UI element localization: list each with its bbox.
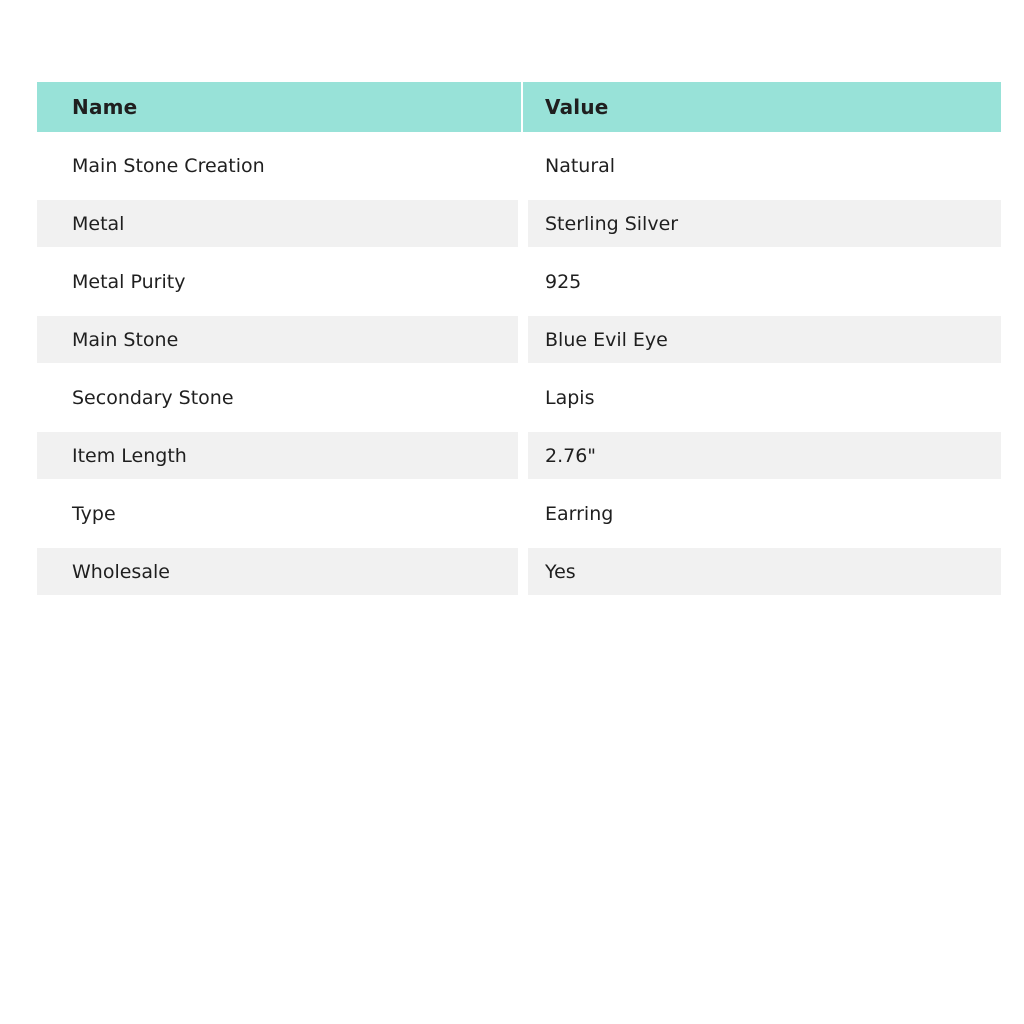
table-row: [37, 485, 1001, 543]
row-name-cell: Main Stone: [37, 311, 523, 369]
table-header-row: [37, 82, 1001, 132]
row-name-cell: Secondary Stone: [72, 387, 234, 409]
table-row: [37, 311, 1001, 369]
row-name-cell: Metal: [37, 195, 523, 253]
table-row: [37, 427, 1001, 485]
table-row: [37, 195, 1001, 253]
column-header-value: Value: [523, 82, 1001, 132]
table-row: [37, 137, 1001, 195]
product-spec-table: [37, 82, 1001, 601]
row-name-cell: Item Length: [37, 427, 523, 485]
row-value-cell: Lapis: [545, 387, 595, 409]
table-row: [37, 369, 1001, 427]
row-name-cell: Wholesale: [37, 543, 523, 601]
row-name-cell: Type: [72, 503, 116, 525]
row-value-cell: 925: [545, 271, 582, 293]
row-name-cell: Metal Purity: [72, 271, 186, 293]
row-value-cell: Sterling Silver: [523, 195, 1001, 253]
row-value-cell: 2.76": [523, 427, 1001, 485]
table-row: [37, 253, 1001, 311]
row-value-cell: Natural: [545, 155, 616, 177]
row-value-cell: Yes: [523, 543, 1001, 601]
table-row: [37, 543, 1001, 601]
row-name-cell: Main Stone Creation: [72, 155, 265, 177]
column-header-name: Name: [37, 82, 523, 132]
row-value-cell: Earring: [545, 503, 614, 525]
row-value-cell: Blue Evil Eye: [523, 311, 1001, 369]
